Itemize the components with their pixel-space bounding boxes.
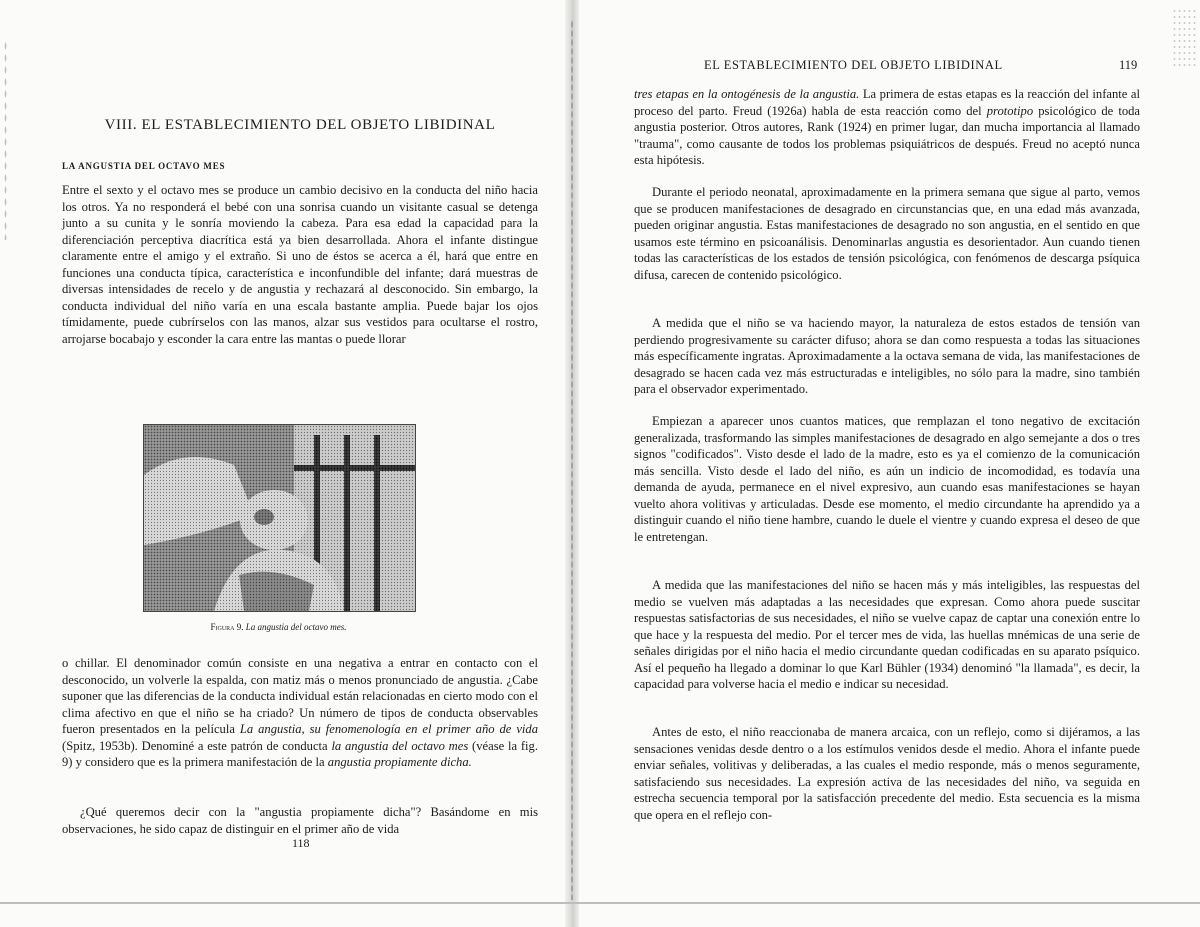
- text-run: La primera de estas etapas es la reacción del infante al proceso del parto. Freud (1926a) habla de esta reacción como del: [634, 87, 1141, 118]
- body-paragraph: A medida que el niño se va haciendo mayor, la naturaleza de estos estados de tensión van perdiendo progresivamente su carácter difuso; ahora se dan como respuesta a todas las situaciones más específicamente ingratas. Aproximadamente a la octava semana de vida, las manifestaciones de desagrado se hacen cada vez más estructuradas e inteligibles, no sólo para la madre, sino también para el observador experimentado.: [634, 316, 1140, 396]
- figure-photo: [143, 424, 416, 612]
- running-head: EL ESTABLECIMIENTO DEL OBJETO LIBIDINAL: [704, 58, 1003, 72]
- chapter-title: VIII. EL ESTABLECIMIENTO DEL OBJETO LIBIDINAL: [104, 117, 496, 133]
- gutter-stitching: [571, 20, 573, 900]
- left-page: [0, 0, 565, 927]
- section-title: LA ANGUSTIA DEL OCTAVO MES: [62, 161, 226, 171]
- body-paragraph: Durante el periodo neonatal, aproximadamente en la primera semana que sigue al parto, vemos que se producen manifestaciones de desagrado en circunstancias que, en una edad más avanzada, pueden originar angustia. Estas manifestaciones de desagrado no son angustia, en el sentido en que usamos este término en psicoanálisis. Denominarlas angustia es desorientador. Aun cuando tienen todas las características de los estados de tensión psicológica, con fenómenos de descarga psíquica difusa, carecen de contenido psicológico.: [634, 185, 1140, 282]
- body-paragraph: Entre el sexto y el octavo mes se produce un cambio decisivo en la conducta del niño hacia los otros. Ya no responderá el bebé con una sonrisa cuando un visitante casual se detenga junto a su cunita y le sonría moviendo la cabeza. Para esa edad la capacidad para la diferenciación perceptiva diacrítica está ya bien desarrollada. Ahora el infante distingue claramente entre el amigo y el extraño. Si uno de éstos se acerca a él, hará que entre en funciones una conducta típica, característica e inconfundible del infante; dará muestras de diversas intensidades de recelo y de angustia y rechazará al desconocido. Sin embargo, la conducta individual del niño varía en una escala bastante amplia. Puede bajar los ojos tímidamente, puede cubrírselos con las manos, alzar sus vestidos para ocultarse el rostro, arrojarse bocabajo y esconder la cara entre las mantas o puede llorar: [62, 183, 538, 346]
- body-paragraph: [634, 86, 1140, 169]
- figure-caption-text: La angustia del octavo mes.: [245, 622, 347, 632]
- text-run: psicológico de toda angustia posterior. Otros autores, Rank (1924) en primer lugar, dan mucha importancia al llamado "trauma", como causante de todos los problemas psiquiátricos de después. Freud no aceptó nunca esta hipótesis.: [634, 103, 1140, 167]
- right-page: [579, 0, 1200, 927]
- body-paragraph: A medida que las manifestaciones del niño se hacen más y más inteligibles, las respuestas del medio se vuelven más adaptadas a las necesidades que expresan. Como ahora puede suscitar respuestas satisfactorias de sus necesidades, el niño se vuelve capaz de captar una conexión entre lo que hace y la respuesta del medio. Por el tercer mes de vida, las huellas mnémicas de una serie de señales dirigidas por el niño hacia el medio circundante quedan codificadas en su aparato psíquico. Así el pequeño ha llegado a dominar lo que Karl Bühler (1934) denominó "la llamada", es decir, la capacidad para volverse hacia el medio e indicar su necesidad.: [634, 578, 1140, 691]
- text-run: o chillar. El denominador común consiste en una negativa a entrar en contacto con el desconocido, un volverle la espalda, con matiz más o menos pronunciado de angustia. ¿Cabe suponer que las diferencias de la conducta individual están relacionadas en cierto modo con el clima afectivo en que el niño se ha criado? Un número de tipos de conducta observables fueron presentados en la película: [62, 656, 538, 736]
- figure-caption: [143, 622, 414, 632]
- body-paragraph: ¿Qué queremos decir con la "angustia propiamente dicha"? Basándome en mis observaciones, he sido capaz de distinguir en el primer año de vida: [62, 805, 538, 836]
- term-italic: tres etapas en la ontogénesis de la angustia.: [634, 87, 860, 101]
- term-italic: prototipo: [986, 103, 1034, 118]
- page-number: 119: [1119, 58, 1138, 72]
- body-paragraph: [62, 655, 538, 771]
- body-paragraph: Antes de esto, el niño reaccionaba de manera arcaica, con un reflejo, como si dijéramos, a las sensaciones venidas desde dentro o a los estímulos venidos desde el medio. Ahora el infante puede enviar señales, volitivas y deliberadas, a las cuales el medio responde, más o menos seguramente, satisfaciendo sus necesidades. La expresión activa de las necesidades del niño, va seguida en estrecha secuencia temporal por la satisfacción precedente del medio. Esta secuencia es la misma que opera en el reflejo con-: [634, 725, 1140, 822]
- film-title: La angustia, su fenomenología en el primer año de vida: [239, 722, 538, 736]
- page-number: 118: [292, 836, 310, 850]
- scan-edge-line: [0, 902, 1200, 904]
- figure-label: Figura 9.: [210, 622, 244, 632]
- term-italic: angustia propiamente dicha.: [327, 755, 472, 769]
- text-run: (Spitz, 1953b). Denominé a este patrón de conducta: [62, 738, 332, 753]
- term-italic: la angustia del octavo mes: [331, 738, 469, 753]
- text-run: (véase la fig. 9) y considero que es la primera manifestación de la: [62, 738, 539, 769]
- body-paragraph: Empiezan a aparecer unos cuantos matices, que remplazan el tono negativo de excitación generalizada, trasformando las simples manifestaciones de desagrado en algo semejante a dos o tres signos "codificados". Visto desde el lado de la madre, esto es ya el comienzo de la comunicación más sencilla. Visto desde el lado del niño, es aún un indicio de incomodidad, es todavía una demanda de ayuda, permanece en el nivel expresivo, aun cuando esas manifestaciones se hayan vuelto ahora volitivas y articuladas. Desde ese momento, el medio circundante ha aprendido ya a distinguir cuando el niño tiene hambre, cuando le duele el vientre y cuando expresa el deseo de que le entretengan.: [634, 414, 1140, 544]
